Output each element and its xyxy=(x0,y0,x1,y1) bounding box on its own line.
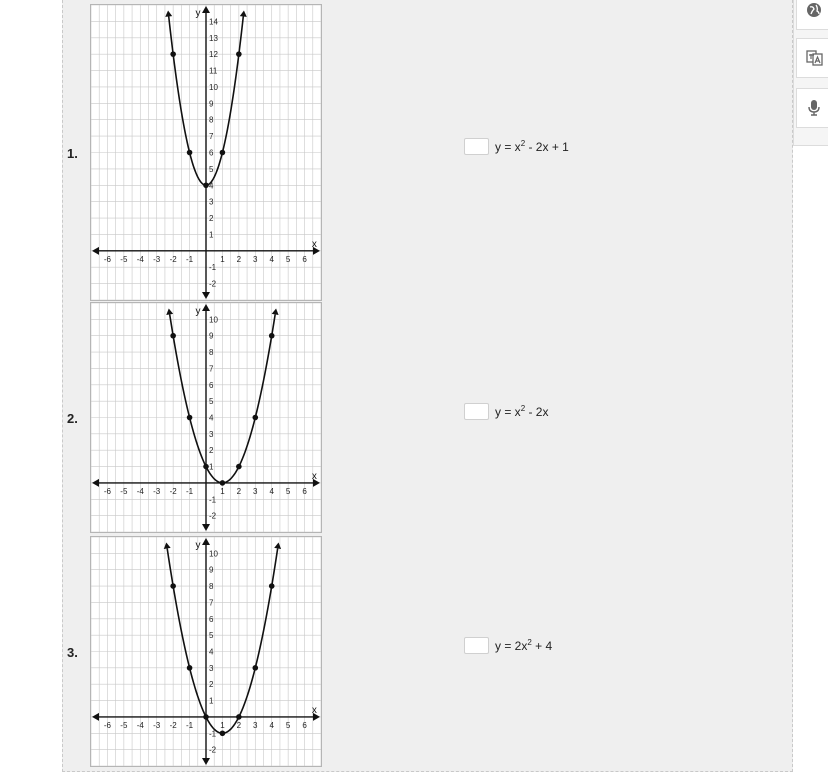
data-point xyxy=(203,714,209,720)
data-point xyxy=(269,333,275,339)
y-tick-label: 4 xyxy=(209,413,214,423)
x-tick-label: 1 xyxy=(220,486,225,496)
data-point xyxy=(236,464,242,470)
x-tick-label: 3 xyxy=(253,720,258,730)
x-tick-label: -6 xyxy=(103,720,111,730)
data-point xyxy=(220,480,226,486)
x-tick-label: 5 xyxy=(285,486,291,496)
x-tick-label: -3 xyxy=(153,486,161,496)
globe-button[interactable] xyxy=(796,0,828,30)
y-tick-label: 2 xyxy=(209,446,214,456)
x-tick-label: -5 xyxy=(120,720,128,730)
x-tick-label: -4 xyxy=(136,486,144,496)
x-tick-label: 5 xyxy=(285,720,291,730)
y-tick-label: -1 xyxy=(209,263,217,273)
choice-3 xyxy=(464,637,552,654)
answer-dropzone-2[interactable] xyxy=(464,403,489,420)
data-point xyxy=(203,464,209,470)
y-tick-label: 10 xyxy=(209,549,218,559)
data-point xyxy=(252,415,258,421)
y-tick-label: -1 xyxy=(209,495,217,505)
x-axis-label: x xyxy=(311,238,317,250)
translate-button[interactable] xyxy=(796,38,828,78)
x-axis-arrow-left xyxy=(92,479,99,487)
x-tick-label: 3 xyxy=(253,254,258,264)
data-point xyxy=(220,730,226,736)
y-tick-label: 5 xyxy=(209,164,214,174)
data-point xyxy=(236,714,242,720)
x-tick-label: 2 xyxy=(236,720,242,730)
y-tick-label: 1 xyxy=(209,696,214,706)
x-tick-label: -3 xyxy=(153,720,161,730)
x-tick-label: -5 xyxy=(120,486,128,496)
x-tick-label: 1 xyxy=(220,254,225,264)
y-tick-label: -1 xyxy=(209,729,217,739)
y-tick-label: 1 xyxy=(209,462,214,472)
x-tick-label: 2 xyxy=(236,486,242,496)
graph-3 xyxy=(90,536,322,767)
y-tick-label: 9 xyxy=(209,99,214,109)
curve-arrow xyxy=(272,309,279,315)
x-axis-arrow-left xyxy=(92,713,99,721)
y-tick-label: 6 xyxy=(209,380,214,390)
answer-dropzone-1[interactable] xyxy=(464,138,489,155)
x-tick-label: 6 xyxy=(302,486,307,496)
curve-arrow xyxy=(166,309,173,315)
x-axis-label: x xyxy=(311,470,317,482)
y-tick-label: 3 xyxy=(209,663,214,673)
x-tick-label: -4 xyxy=(136,254,144,264)
y-axis-arrow-up xyxy=(202,304,210,311)
curve-arrow xyxy=(165,11,172,17)
data-point xyxy=(269,583,275,589)
graph-2 xyxy=(90,302,322,533)
row-number-3: 3. xyxy=(67,645,78,660)
y-tick-label: -2 xyxy=(209,279,217,289)
y-tick-label: 9 xyxy=(209,565,214,575)
y-axis-label: y xyxy=(195,540,201,551)
y-tick-label: -2 xyxy=(209,745,217,755)
y-tick-label: -2 xyxy=(209,511,217,521)
x-tick-label: 2 xyxy=(236,254,242,264)
y-axis-label: y xyxy=(195,306,201,317)
equation-label-1: $y = x^2 - 2x + 1$ xyxy=(495,139,569,154)
x-tick-label: 6 xyxy=(302,254,307,264)
y-tick-label: 5 xyxy=(209,631,214,641)
choice-2 xyxy=(464,403,548,420)
y-tick-label: 6 xyxy=(209,148,214,158)
x-tick-label: -4 xyxy=(136,720,144,730)
translate-icon xyxy=(806,49,824,67)
row-number-1: 1. xyxy=(67,146,78,161)
curve-arrow xyxy=(240,11,247,17)
x-axis-label: x xyxy=(311,704,317,716)
data-point xyxy=(170,583,176,589)
x-tick-label: -2 xyxy=(169,486,177,496)
x-tick-label: -2 xyxy=(169,254,177,264)
y-tick-label: 4 xyxy=(209,647,214,657)
y-tick-label: 5 xyxy=(209,397,214,407)
y-tick-label: 7 xyxy=(209,132,214,142)
y-tick-label: 4 xyxy=(209,181,214,191)
data-point xyxy=(170,51,176,57)
x-tick-label: 4 xyxy=(269,720,274,730)
parabola-graph-2 xyxy=(91,303,321,532)
y-axis-arrow-down xyxy=(202,524,210,531)
y-tick-label: 9 xyxy=(209,331,214,341)
equation-label-2: $y = x^2 - 2x$ xyxy=(495,404,549,419)
y-tick-label: 8 xyxy=(209,348,214,358)
x-tick-label: -1 xyxy=(186,720,194,730)
globe-icon xyxy=(806,2,822,18)
y-axis-arrow-up xyxy=(202,538,210,545)
choice-1 xyxy=(464,138,569,155)
microphone-button[interactable] xyxy=(796,88,828,128)
y-tick-label: 3 xyxy=(209,197,214,207)
x-tick-label: -3 xyxy=(153,254,161,264)
y-tick-label: 10 xyxy=(209,82,218,92)
y-tick-label: 11 xyxy=(209,66,218,76)
x-tick-label: -5 xyxy=(120,254,128,264)
data-point xyxy=(220,150,226,156)
row-number-2: 2. xyxy=(67,411,78,426)
y-tick-label: 2 xyxy=(209,214,214,224)
x-tick-label: 3 xyxy=(253,486,258,496)
y-tick-label: 6 xyxy=(209,614,214,624)
y-tick-label: 1 xyxy=(209,230,214,240)
y-axis-arrow-up xyxy=(202,6,210,13)
equation-label-3: $y = 2x^2 + 4$ xyxy=(495,638,553,653)
y-tick-label: 3 xyxy=(209,429,214,439)
x-tick-label: 4 xyxy=(269,254,274,264)
graph-1 xyxy=(90,4,322,301)
y-tick-label: 12 xyxy=(209,50,218,60)
x-tick-label: 6 xyxy=(302,720,307,730)
accessibility-toolbar xyxy=(793,0,828,146)
y-tick-label: 8 xyxy=(209,582,214,592)
y-tick-label: 8 xyxy=(209,115,214,125)
x-tick-label: 1 xyxy=(220,720,225,730)
x-tick-label: -6 xyxy=(103,486,111,496)
y-tick-label: 14 xyxy=(209,17,218,27)
y-axis-arrow-down xyxy=(202,292,210,299)
y-tick-label: 7 xyxy=(209,598,214,608)
data-point xyxy=(187,665,193,671)
data-point xyxy=(236,51,242,57)
parabola-graph-1 xyxy=(91,5,321,300)
x-tick-label: -1 xyxy=(186,486,194,496)
data-point xyxy=(203,182,209,188)
x-tick-label: 5 xyxy=(285,254,291,264)
y-tick-label: 2 xyxy=(209,680,214,690)
x-tick-label: -2 xyxy=(169,720,177,730)
x-axis-arrow-left xyxy=(92,247,99,255)
parabola-graph-3 xyxy=(91,537,321,766)
y-axis-arrow-down xyxy=(202,758,210,765)
data-point xyxy=(187,150,193,156)
microphone-icon xyxy=(806,99,822,117)
x-tick-label: -6 xyxy=(103,254,111,264)
data-point xyxy=(252,665,258,671)
answer-dropzone-3[interactable] xyxy=(464,637,489,654)
x-tick-label: -1 xyxy=(186,254,194,264)
y-axis-label: y xyxy=(195,8,201,19)
y-tick-label: 7 xyxy=(209,364,214,374)
x-tick-label: 4 xyxy=(269,486,274,496)
y-tick-label: 10 xyxy=(209,315,218,325)
y-tick-label: 13 xyxy=(209,33,218,43)
data-point xyxy=(170,333,176,339)
data-point xyxy=(187,415,193,421)
